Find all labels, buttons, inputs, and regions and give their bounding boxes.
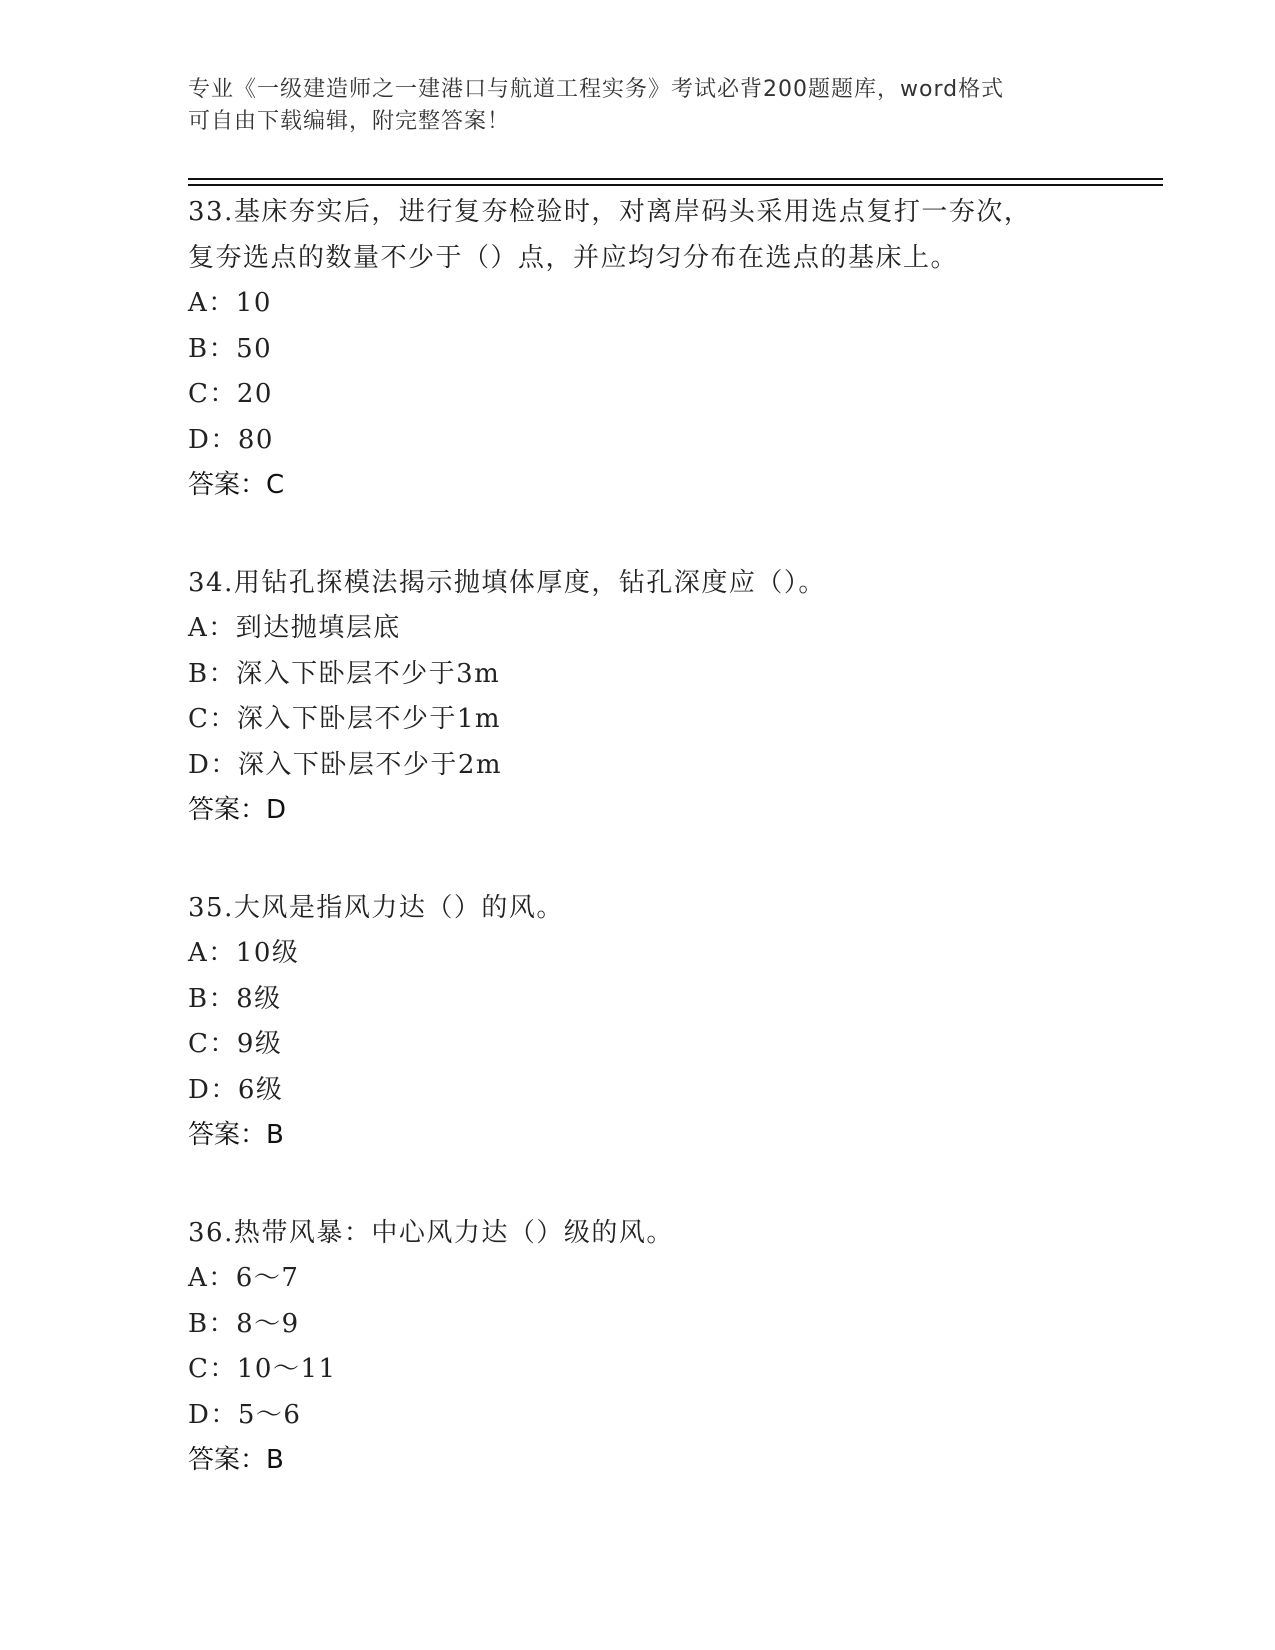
question-stem-line: 36.热带风暴：中心风力达（）级的风。	[188, 1217, 674, 1248]
option-c: C：9级	[188, 1029, 283, 1059]
option-a: A：10级	[188, 938, 300, 968]
question-stem-line: 35.大风是指风力达（）的风。	[188, 892, 564, 923]
option-c: C：10～11	[188, 1354, 337, 1384]
option-d: D：5～6	[188, 1399, 302, 1430]
option-a: A：6～7	[188, 1263, 300, 1293]
header-divider-bottom	[188, 184, 1163, 186]
answer-label: 答案：B	[188, 1120, 284, 1150]
header-line-2: 可自由下载编辑，附完整答案！	[188, 109, 511, 134]
option-c: C：深入下卧层不少于1m	[188, 704, 502, 734]
question-34	[188, 561, 1148, 834]
option-d: D：80	[188, 424, 274, 455]
question-stem-line: 33.基床夯实后，进行复夯检验时，对离岸码头采用选点复打一夯次，	[188, 197, 1032, 227]
option-c: C：20	[188, 379, 273, 409]
option-b: B：50	[188, 333, 273, 364]
answer-label: 答案：D	[188, 795, 287, 825]
document-header	[188, 74, 1108, 138]
question-stem-line: 34.用钻孔探模法揭示抛填体厚度，钻孔深度应（）。	[188, 567, 826, 598]
header-line-1: 专业《一级建造师之一建港口与航道工程实务》考试必背200题题库，word格式	[188, 77, 1005, 102]
header-divider-top	[188, 178, 1163, 180]
option-b: B：8级	[188, 983, 282, 1014]
question-list	[188, 190, 1148, 1536]
option-b: B：8～9	[188, 1308, 300, 1339]
answer-label: 答案：B	[188, 1445, 284, 1475]
answer-label: 答案：C	[188, 470, 285, 500]
option-d: D：深入下卧层不少于2m	[188, 749, 503, 780]
option-d: D：6级	[188, 1074, 284, 1105]
question-35	[188, 886, 1148, 1159]
question-36	[188, 1211, 1148, 1484]
option-b: B：深入下卧层不少于3m	[188, 658, 501, 689]
option-a: A：到达抛填层底	[188, 613, 401, 643]
question-stem-line: 复夯选点的数量不少于（）点，并应均匀分布在选点的基床上。	[188, 242, 959, 273]
question-33	[188, 190, 1148, 509]
option-a: A：10	[188, 288, 272, 318]
